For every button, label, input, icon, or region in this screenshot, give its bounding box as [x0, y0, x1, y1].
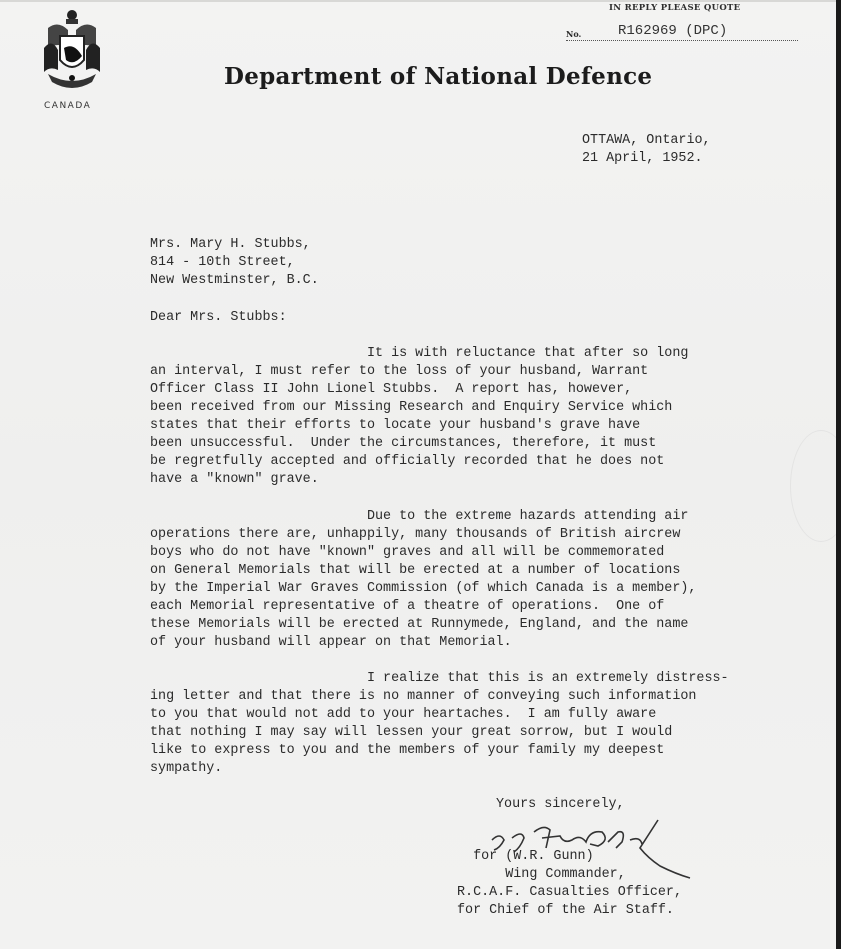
text-line: I realize that this is an extremely distress- [150, 671, 729, 686]
text-line: Due to the extreme hazards attending air [150, 509, 689, 524]
text-line: to you that would not add to your heartaches. I am fully aware [150, 707, 657, 722]
page-top-edge [0, 0, 836, 2]
text-line: boys who do not have "known" graves and all will be commemorated [150, 545, 665, 560]
letter-date: 21 April, 1952. [582, 151, 703, 166]
text-line: on General Memorials that will be erected at a number of locations [150, 563, 681, 578]
text-line: states that their efforts to locate your husband's grave have [150, 418, 641, 433]
place-city: OTTAWA, Ontario, [582, 133, 711, 148]
department-title: Department of National Defence [224, 63, 653, 90]
text-line: ing letter and that there is no manner of conveying such information [150, 689, 697, 704]
salutation: Dear Mrs. Stubbs: [150, 310, 287, 325]
reply-quote-heading: IN REPLY PLEASE QUOTE [609, 3, 741, 13]
text-line: have a "known" grave. [150, 472, 319, 487]
text-line: like to express to you and the members of your family my deepest [150, 743, 665, 758]
reference-number-label: No. [566, 29, 582, 39]
country-label: CANADA [44, 101, 92, 111]
recipient-address [150, 236, 319, 290]
text-line: It is with reluctance that after so long [150, 346, 689, 361]
address-line: New Westminster, B.C. [150, 273, 319, 288]
reference-number-field [566, 24, 798, 41]
text-line: an interval, I must refer to the loss of your husband, Warrant [150, 364, 649, 379]
text-line: that nothing I may say will lessen your great sorrow, but I would [150, 725, 673, 740]
signatory-line: R.C.A.F. Casualties Officer, [457, 885, 682, 900]
reference-number-value: R162969 (DPC) [618, 23, 728, 39]
text-line: of your husband will appear on that Memorial. [150, 635, 512, 650]
text-line: operations there are, unhappily, many thousands of British aircrew [150, 527, 681, 542]
text-line: each Memorial representative of a theatre of operations. One of [150, 599, 665, 614]
signature-block [457, 848, 682, 920]
address-line: 814 - 10th Street, [150, 255, 295, 270]
paragraph-3 [150, 670, 729, 778]
paragraph-1 [150, 345, 688, 489]
scan-edge [836, 0, 841, 949]
paragraph-2 [150, 508, 696, 652]
text-line: been received from our Missing Research and Enquiry Service which [150, 400, 673, 415]
signatory-line: Wing Commander, [457, 867, 626, 882]
text-line: be regretfully accepted and officially recorded that he does not [150, 454, 665, 469]
place-date [582, 132, 711, 168]
text-line: these Memorials will be erected at Runnymede, England, and the name [150, 617, 689, 632]
paper-watermark [790, 430, 841, 542]
text-line: sympathy. [150, 761, 223, 776]
address-line: Mrs. Mary H. Stubbs, [150, 237, 311, 252]
closing: Yours sincerely, [496, 797, 625, 812]
text-line: been unsuccessful. Under the circumstances, therefore, it must [150, 436, 657, 451]
text-line: by the Imperial War Graves Commission (of which Canada is a member), [150, 581, 697, 596]
coat-of-arms-icon [38, 8, 106, 96]
text-line: Officer Class II John Lionel Stubbs. A report has, however, [150, 382, 633, 397]
signatory-line: for Chief of the Air Staff. [457, 903, 674, 918]
signatory-line: for (W.R. Gunn) [457, 849, 594, 864]
